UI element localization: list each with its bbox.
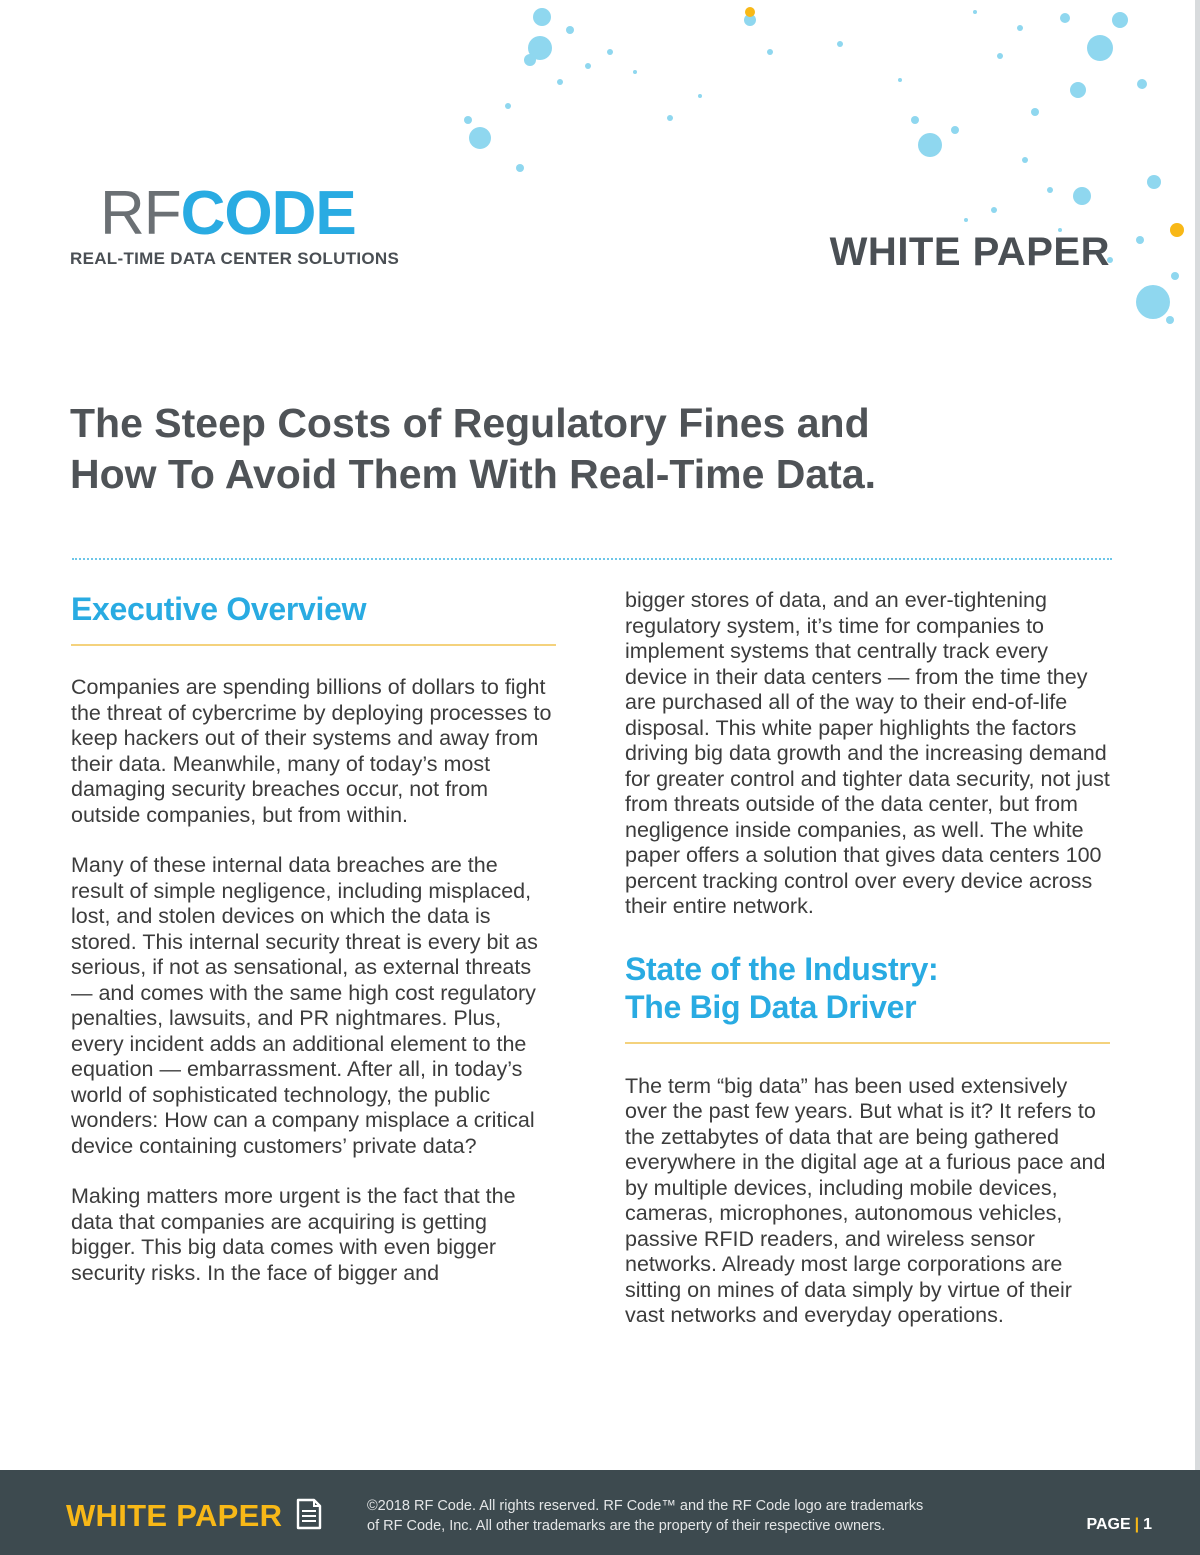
rfcode-logo: RFCODE	[100, 179, 356, 248]
heading-line: The Big Data Driver	[625, 988, 917, 1025]
page-title	[70, 398, 1050, 500]
section-divider	[72, 558, 1112, 560]
copyright-notice	[367, 1496, 923, 1536]
copyright-line: of RF Code, Inc. All other trademarks are the property of their respective owners.	[367, 1518, 886, 1534]
body-paragraph: bigger stores of data, and an ever-tightening regulatory system, it’s time for companies to implement systems that centrally track every device in their data centers — from the time they are purchased all of the way to their end-of-life disposal. This white paper highlights the factors driving big data growth and the increasing demand for greater control and tighter data security, not just from threats outside of the data center, but from negligence inside companies, as well. The white paper offers a solution that gives data centers 100 percent tracking control over every device across their entire network.	[625, 588, 1110, 918]
page-separator: |	[1134, 1516, 1140, 1533]
body-paragraph: The term “big data” has been used extensively over the past few years. But what is it? It refers to the zettabytes of data that are being gathered everywhere in the digital age at a furious pace and by multiple devices, including mobile devices, cameras, microphones, autonomous vehicles, passive RFID readers, and wireless sensor networks. Already most large corporations are sitting on mines of data simply by virtue of their vast networks and everyday operations.	[625, 1073, 1106, 1327]
section-heading-state-of-industry	[625, 950, 1110, 1026]
brand-tagline: REAL-TIME DATA CENTER SOLUTIONS	[70, 249, 400, 268]
title-line: How To Avoid Them With Real-Time Data.	[70, 451, 877, 497]
page-label: PAGE	[1086, 1516, 1131, 1533]
left-column	[71, 590, 556, 1286]
document-icon	[296, 1498, 322, 1530]
decorative-particle-graphic	[460, 0, 1200, 340]
body-paragraph: Making matters more urgent is the fact that the data that companies are acquiring is getting bigger. This big data comes with even bigger security risks. In the face of bigger and	[71, 1184, 516, 1285]
footer-label: WHITE PAPER	[66, 1498, 283, 1533]
heading-underline	[625, 1042, 1110, 1044]
right-column	[625, 588, 1110, 1329]
title-line: The Steep Costs of Regulatory Fines and	[70, 400, 870, 446]
page-number-indicator	[1086, 1516, 1152, 1534]
body-paragraph: Companies are spending billions of dollars to fight the threat of cybercrime by deploying processes to keep hackers out of their systems and away from their data. Meanwhile, many of today’s most damaging security breaches occur, not from outside companies, but from within.	[71, 675, 552, 827]
section-heading-executive-overview: Executive Overview	[71, 591, 367, 627]
page-number: 1	[1143, 1516, 1152, 1533]
body-paragraph: Many of these internal data breaches are the result of simple negligence, including misplaced, lost, and stolen devices on which the data is stored. This internal security threat is every bit as serious, if not as sensational, as external threats — and comes with the same high cost regulatory penalties, lawsuits, and PR nightmares. Plus, every incident adds an additional element to the equation — embarrassment. After all, in today’s world of sophisticated technology, the public wonders: How can a company misplace a critical device containing customers’ private data?	[71, 853, 538, 1158]
document-type-label: WHITE PAPER	[829, 230, 1110, 274]
heading-underline	[71, 644, 556, 646]
copyright-line: ©2018 RF Code. All rights reserved. RF Code™ and the RF Code logo are trademarks	[367, 1498, 924, 1514]
heading-line: State of the Industry:	[625, 950, 939, 987]
page-footer	[0, 1470, 1200, 1555]
